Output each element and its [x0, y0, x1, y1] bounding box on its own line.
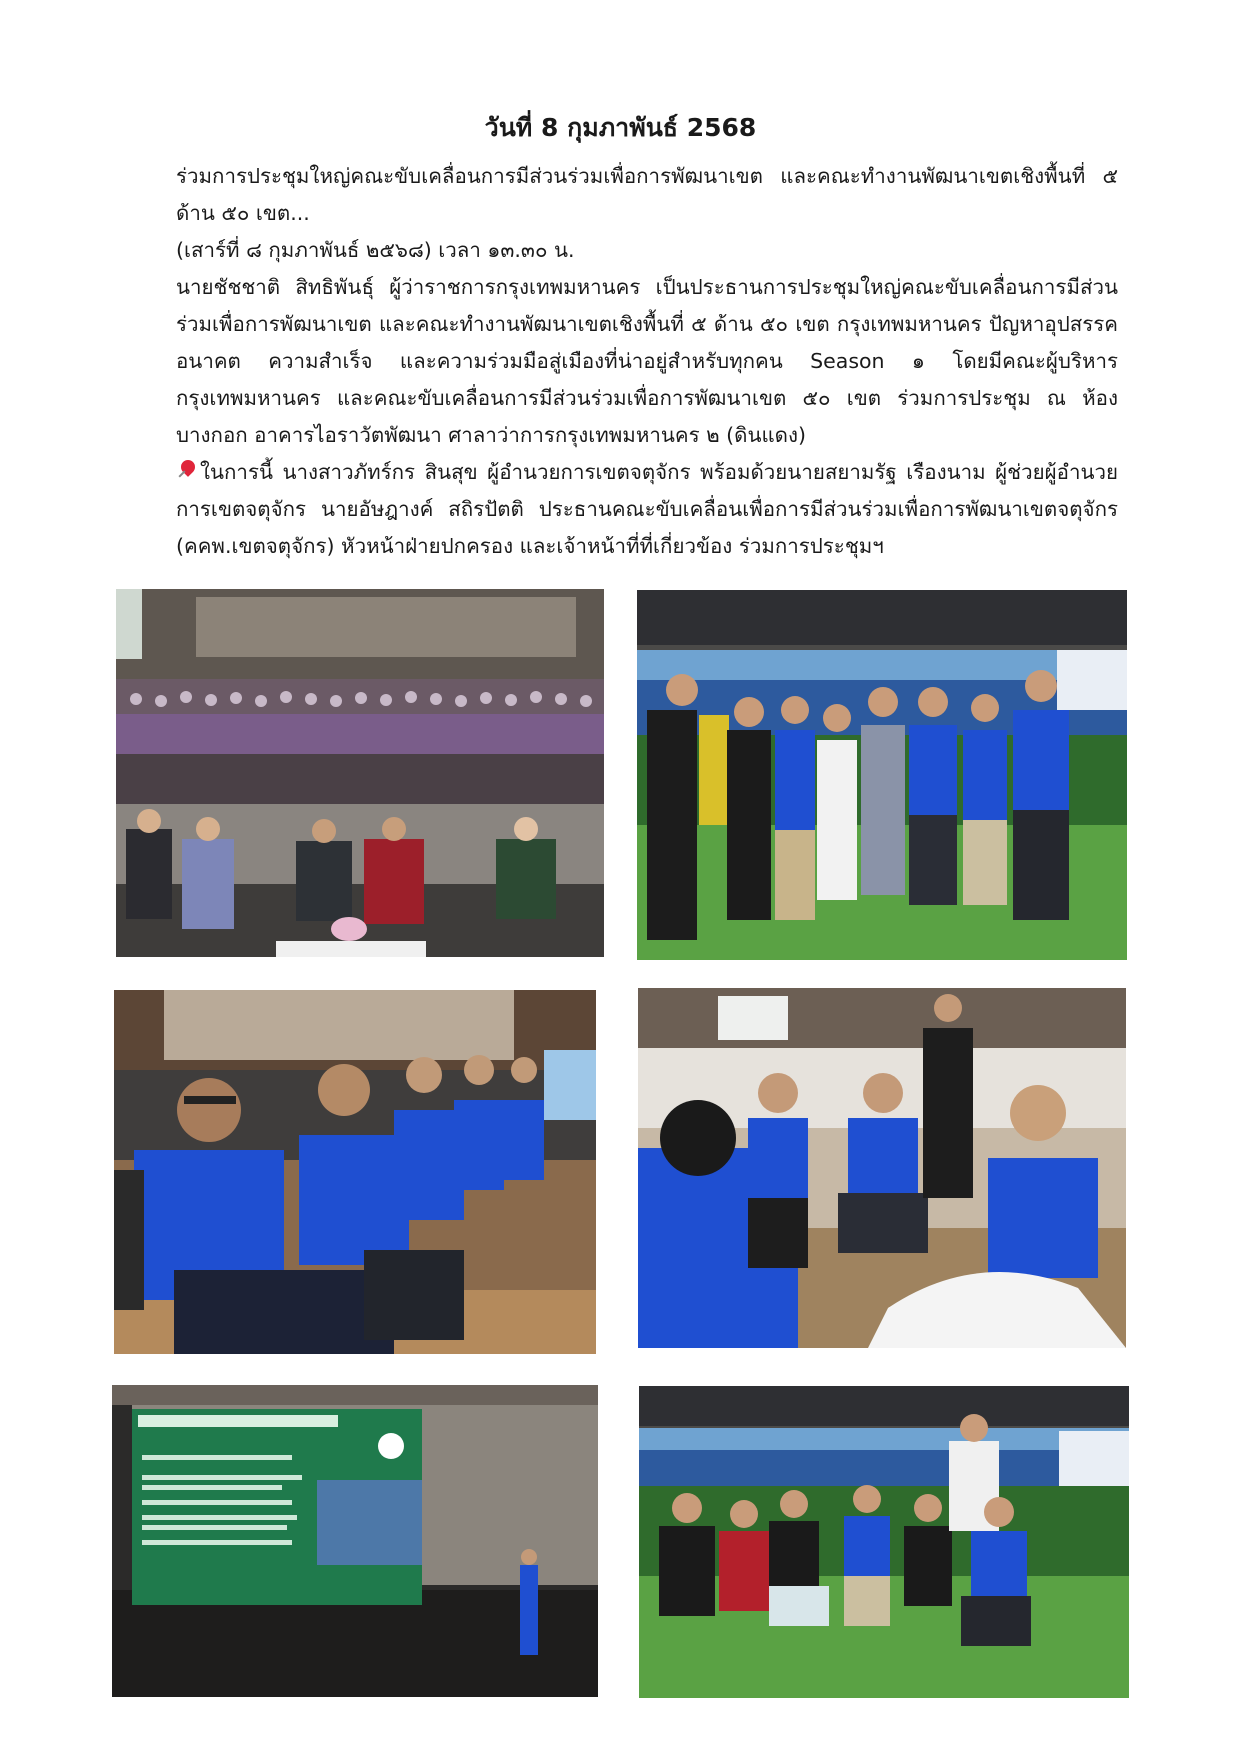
photo-discussion-group [638, 988, 1126, 1348]
photo-presentation-screen [112, 1385, 598, 1697]
paragraph-date-time: (เสาร์ที่ ๘ กุมภาพันธ์ ๒๕๖๘) เวลา ๑๓.๓๐ น. [176, 238, 575, 262]
photo-audience-hall [116, 589, 604, 957]
paragraph-main: นายชัชชาติ สิทธิพันธุ์ ผู้ว่าราชการกรุงเทพมหานคร เป็นประธานการประชุมใหญ่คณะขับเคลื่อนการมีส่วนร่วมเพื่อการพัฒนาเขต และคณะทำงานพัฒนาเขตเชิงพื้นที่ ๕ ด้าน ๕๐ เขต กรุงเทพมหานคร ปัญหาอุปสรรค อนาคต ความสำเร็จ และความร่วมมือสู่เมืองที่น่าอยู่สำหรับทุกคน Season ๑ โดยมีคณะผู้บริหารกรุงเทพมหานคร และคณะขับเคลื่อนการมีส่วนร่วมเพื่อการพัฒนาเขต ๕๐ เขต ร่วมการประชุม ณ ห้องบางกอก อาคารไอราวัตพัฒนา ศาลาว่าการกรุงเทพมหานคร ๒ (ดินแดง) [176, 275, 1118, 447]
paragraph-attendees [176, 454, 1118, 565]
page-title: วันที่ 8 กุมภาพันธ์ 2568 [484, 113, 757, 142]
paragraph-intro: ร่วมการประชุมใหญ่คณะขับเคลื่อนการมีส่วนร่วมเพื่อการพัฒนาเขต และคณะทำงานพัฒนาเขตเชิงพื้นที่ ๕ ด้าน ๕๐ เขต... [176, 164, 1118, 225]
document-body [176, 158, 1118, 565]
pushpin-icon [176, 459, 198, 481]
paragraph-attendees-text: ในการนี้ นางสาวภัทร์กร สินสุข ผู้อำนวยการเขตจตุจักร พร้อมด้วยนายสยามรัฐ เรืองนาม ผู้ช่วยผู้อำนวยการเขตจตุจักร นายอัษฎางค์ สถิรปัตติ ประธานคณะขับเคลื่อนเพื่อการมีส่วนร่วมเพื่อการพัฒนาเขตจตุจักร (คคพ.เขตจตุจักร) หัวหน้าฝ่ายปกครอง และเจ้าหน้าที่ที่เกี่ยวข้อง ร่วมการประชุมฯ [176, 460, 1118, 558]
photo-panel-lawn [639, 1386, 1129, 1698]
photo-group-standing [637, 590, 1127, 960]
photo-seated-row [114, 990, 596, 1354]
